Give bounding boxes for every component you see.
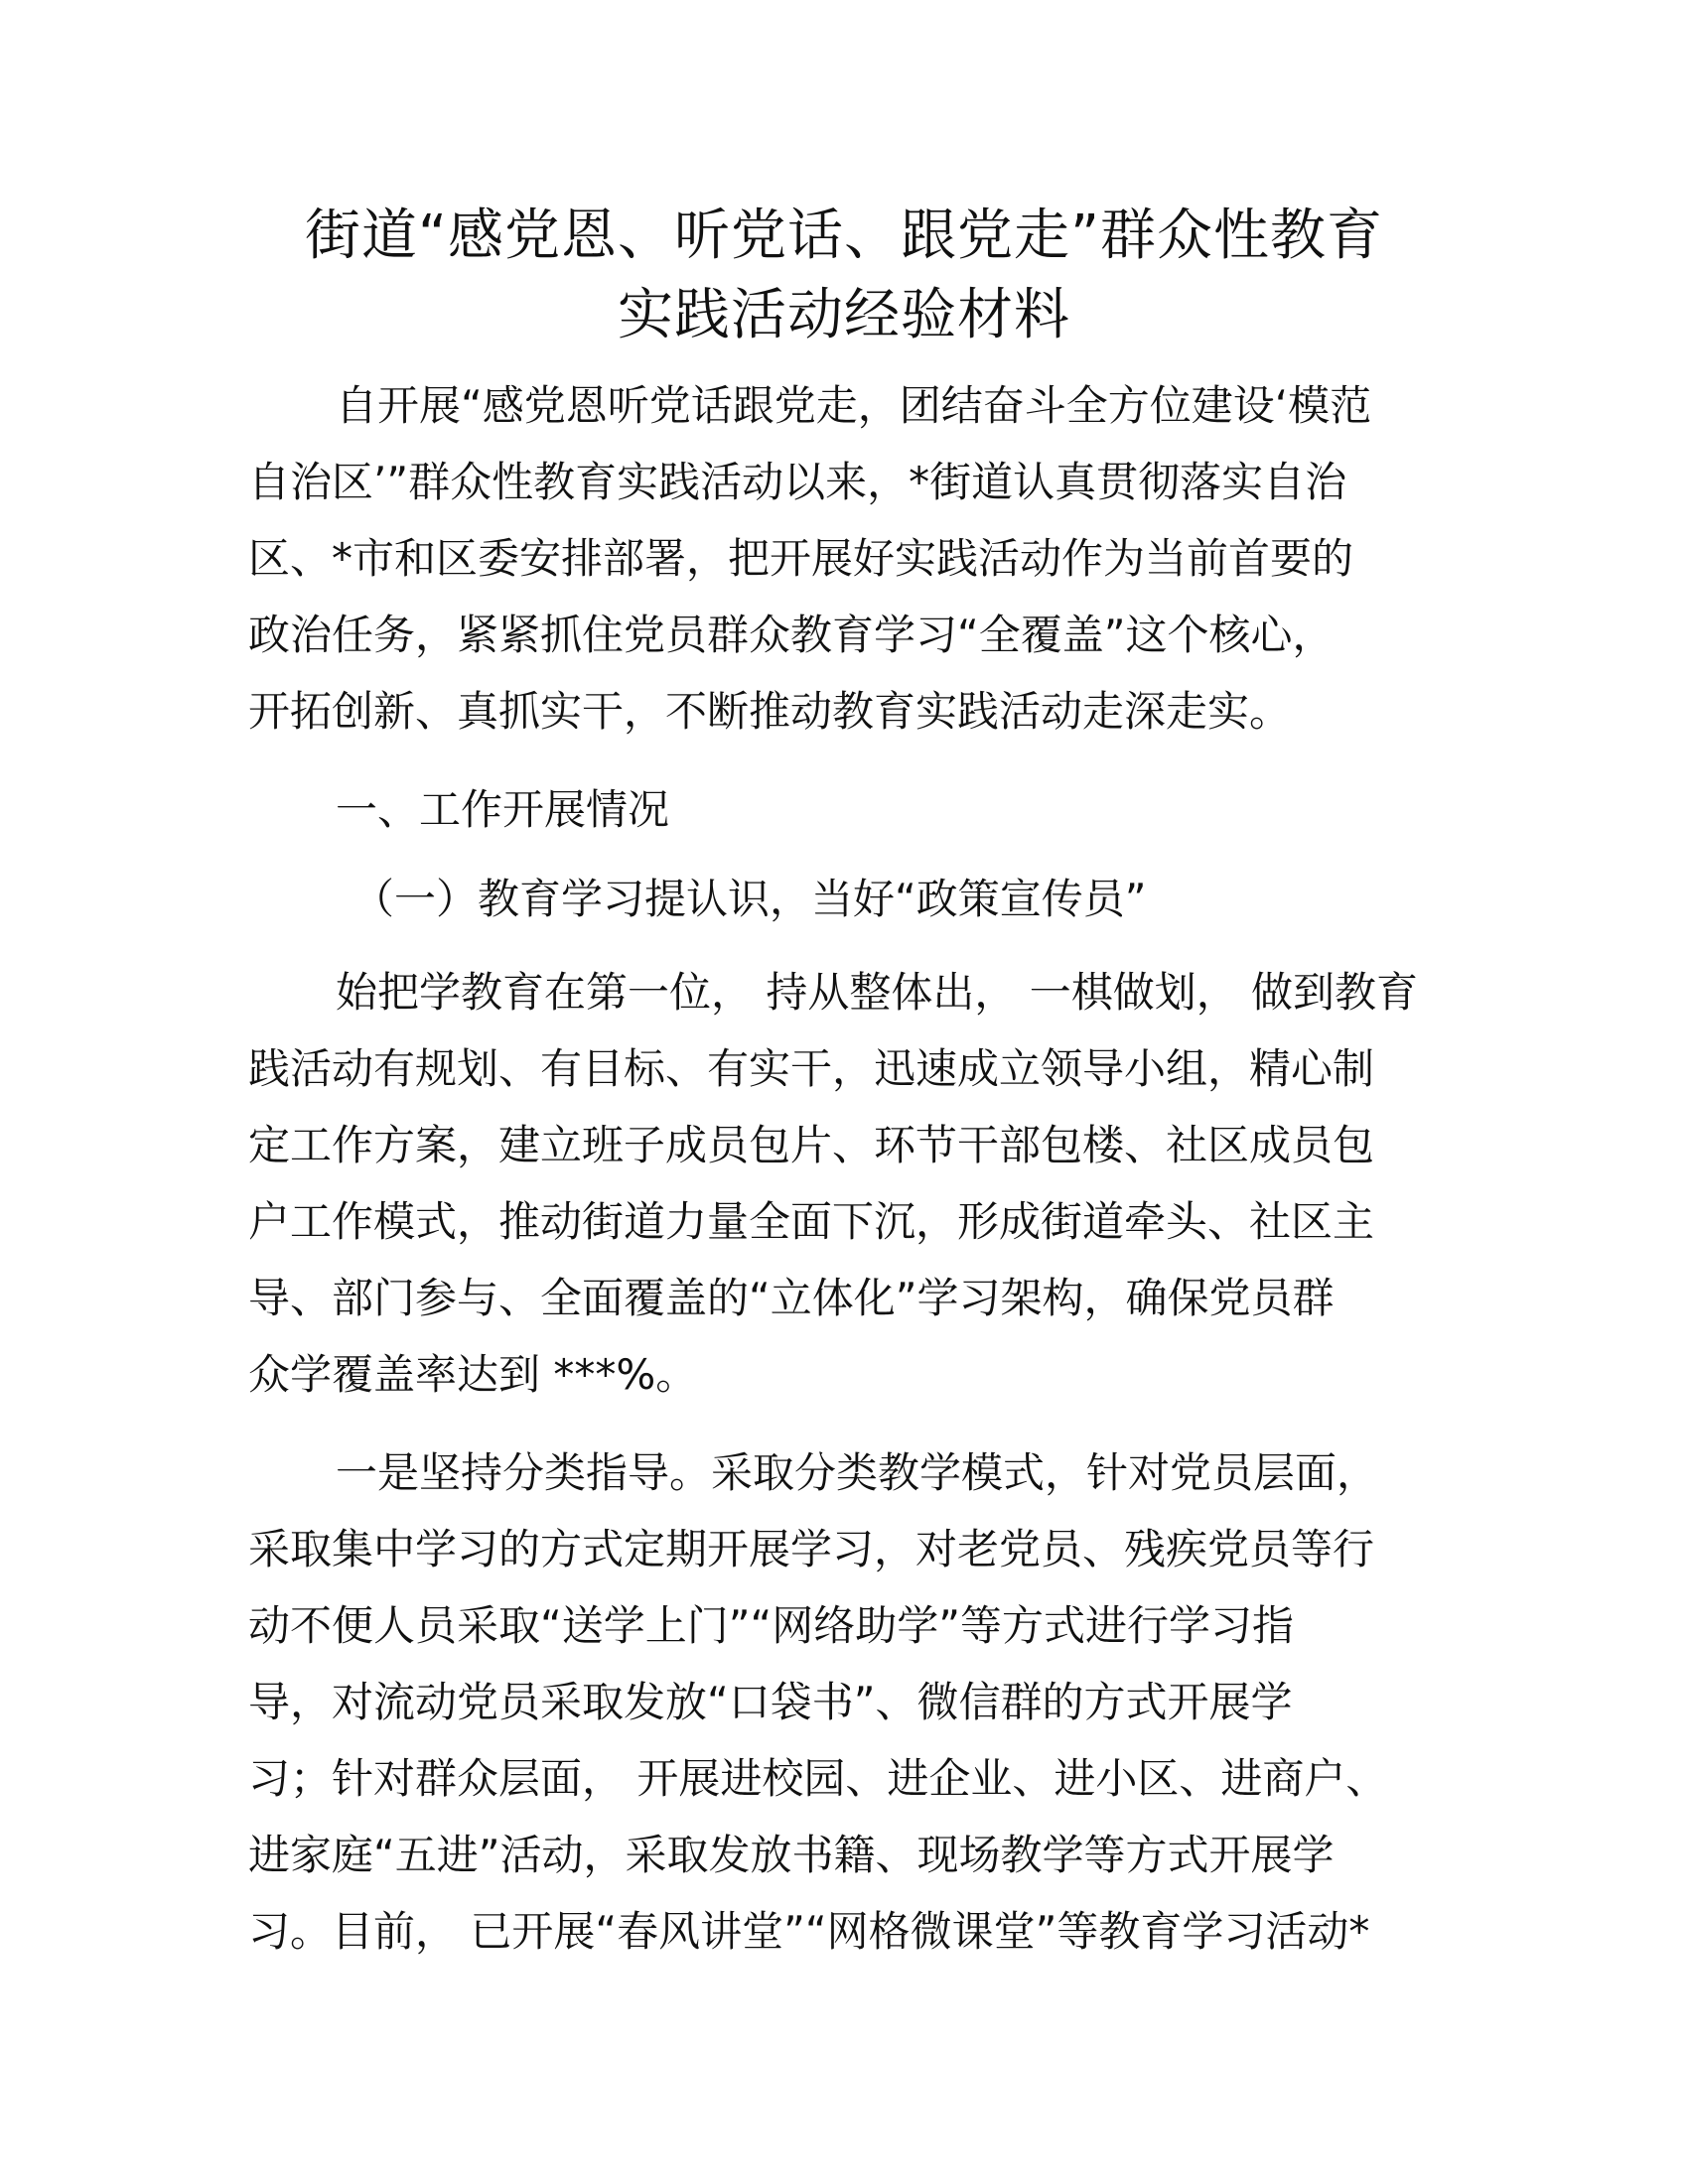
document-title-line-2: 实践活动经验材料	[618, 283, 1070, 347]
paragraph-line: 习。目前， 已开展“春风讲堂”“网格微课堂”等教育学习活动*	[248, 1907, 1370, 1956]
paragraph-line: 动不便人员采取“送学上门”“网络助学”等方式进行学习指	[248, 1601, 1295, 1650]
paragraph-line: 采取集中学习的方式定期开展学习，对老党员、残疾党员等行	[248, 1525, 1375, 1573]
paragraph-line: 众学覆盖率达到 ***%。	[248, 1350, 698, 1399]
paragraph-line: 导，对流动党员采取发放“口袋书”、微信群的方式开展学	[248, 1678, 1293, 1726]
paragraph-line: 定工作方案，建立班子成员包片、环节干部包楼、社区成员包	[248, 1121, 1375, 1169]
paragraph-line: 进家庭“五进”活动，采取发放书籍、现场教学等方式开展学	[248, 1831, 1335, 1879]
paragraph-line: 习；针对群众层面， 开展进校园、进企业、进小区、进商户、	[248, 1754, 1388, 1803]
intro-line: 区、*市和区委安排部署，把开展好实践活动作为当前首要的	[248, 534, 1354, 583]
document-title-line-1: 街道“感党恩、听党话、跟党走”群众性教育	[304, 204, 1384, 268]
paragraph-line: 践活动有规划、有目标、有实干，迅速成立领导小组，精心制	[248, 1044, 1375, 1093]
subsection-heading: （一）教育学习提认识，当好“政策宣传员”	[352, 875, 1147, 923]
section-heading: 一、工作开展情况	[336, 785, 670, 834]
paragraph-line: 导、部门参与、全面覆盖的“立体化”学习架构，确保党员群	[248, 1274, 1335, 1322]
intro-line: 政治任务，紧紧抓住党员群众教育学习“全覆盖”这个核心，	[248, 611, 1335, 659]
paragraph-line: 一是坚持分类指导。采取分类教学模式，针对党员层面，	[336, 1448, 1379, 1497]
paragraph-line: 户工作模式，推动街道力量全面下沉，形成街道牵头、社区主	[248, 1197, 1375, 1246]
intro-line: 开拓创新、真抓实干，不断推动教育实践活动走深走实。	[248, 687, 1292, 736]
intro-line: 自治区’”群众性教育实践活动以来，*街道认真贯彻落实自治	[248, 458, 1347, 506]
paragraph-line: 始把学教育在第一位， 持从整体出， 一棋做划， 做到教育	[336, 968, 1419, 1017]
intro-line: 自开展“感党恩听党话跟党走，团结奋斗全方位建设‘模范	[336, 381, 1372, 430]
